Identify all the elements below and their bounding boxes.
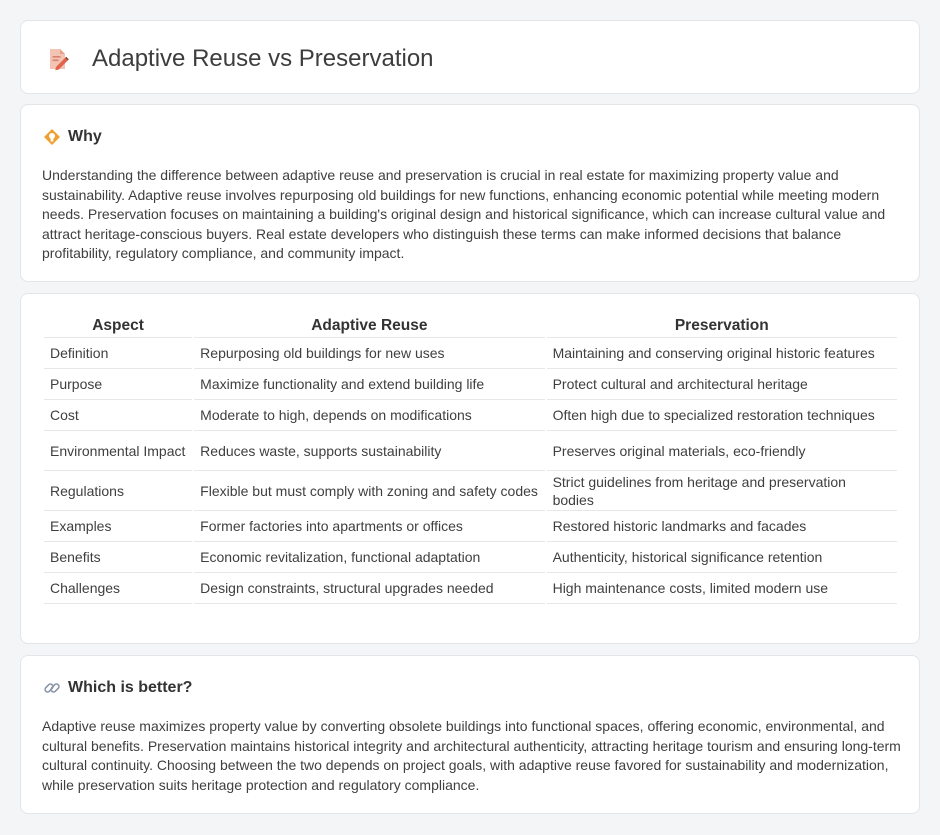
comparison-section [20, 293, 920, 644]
document-pencil-icon [47, 47, 69, 71]
table-cell-preservation: Restored historic landmarks and facades [547, 511, 897, 542]
table-row [44, 511, 897, 542]
table-cell-aspect: Examples [44, 511, 192, 542]
better-paragraph: Adaptive reuse maximizes property value by converting obsolete buildings into functional spaces, offering economic, environmental, and cultural benefits. Preservation maintains historical integrity and architectural authenticity, attracting heritage tourism and ensuring long-term cultural continuity. Choosing between the two depends on project goals, with adaptive reuse favored for sustainability and modernization, while preservation suits heritage protection and regulatory compliance. [42, 718, 901, 793]
better-heading-label: Which is better? [68, 679, 193, 696]
table-cell-preservation: Maintaining and conserving original historic features [547, 338, 897, 369]
table-row [44, 400, 897, 431]
why-section [20, 104, 920, 282]
table-cell-preservation: Protect cultural and architectural heritage [547, 369, 897, 400]
which-is-better-section [20, 655, 920, 814]
table-cell-preservation: Preserves original materials, eco-friendly [547, 431, 897, 471]
why-heading [43, 127, 102, 147]
table-cell-aspect: Definition [44, 338, 192, 369]
header-card [20, 20, 920, 94]
table-cell-adaptive-reuse: Former factories into apartments or offices [194, 511, 544, 542]
table-cell-adaptive-reuse: Maximize functionality and extend building life [194, 369, 544, 400]
table-cell-adaptive-reuse: Moderate to high, depends on modifications [194, 400, 544, 431]
column-header-aspect: Aspect [44, 316, 192, 338]
table-cell-preservation: Often high due to specialized restoration techniques [547, 400, 897, 431]
table-row [44, 369, 897, 400]
table-cell-aspect: Regulations [44, 471, 192, 511]
table-cell-adaptive-reuse: Economic revitalization, functional adaptation [194, 542, 544, 573]
table-cell-aspect: Cost [44, 400, 192, 431]
comparison-table [42, 316, 899, 604]
table-cell-adaptive-reuse: Reduces waste, supports sustainability [194, 431, 544, 471]
table-row [44, 338, 897, 369]
table-cell-aspect: Environmental Impact [44, 431, 192, 471]
better-heading [43, 678, 192, 698]
lightbulb-diamond-icon [43, 128, 61, 146]
table-cell-aspect: Benefits [44, 542, 192, 573]
table-cell-adaptive-reuse: Repurposing old buildings for new uses [194, 338, 544, 369]
table-row [44, 542, 897, 573]
page-title: Adaptive Reuse vs Preservation [92, 45, 434, 72]
table-cell-aspect: Challenges [44, 573, 192, 604]
column-header-preservation: Preservation [547, 316, 897, 338]
link-icon [43, 679, 61, 697]
table-cell-adaptive-reuse: Flexible but must comply with zoning and safety codes [194, 471, 544, 511]
table-row [44, 471, 897, 511]
table-cell-preservation: High maintenance costs, limited modern use [547, 573, 897, 604]
table-cell-adaptive-reuse: Design constraints, structural upgrades needed [194, 573, 544, 604]
table-row [44, 431, 897, 471]
why-paragraph: Understanding the difference between adaptive reuse and preservation is crucial in real estate for maximizing property value and sustainability. Adaptive reuse involves repurposing old buildings for new functions, enhancing economic potential while meeting modern needs. Preservation focuses on maintaining a building's original design and historical significance, which can increase cultural value and attract heritage-conscious buyers. Real estate developers who distinguish these terms can make informed decisions that balance profitability, regulatory compliance, and community impact. [42, 167, 886, 261]
table-cell-preservation: Authenticity, historical significance retention [547, 542, 897, 573]
table-row [44, 573, 897, 604]
why-heading-label: Why [68, 128, 102, 145]
column-header-adaptive-reuse: Adaptive Reuse [194, 316, 544, 338]
table-cell-preservation: Strict guidelines from heritage and preservation bodies [547, 471, 897, 511]
table-header-row [44, 316, 897, 338]
table-cell-aspect: Purpose [44, 369, 192, 400]
